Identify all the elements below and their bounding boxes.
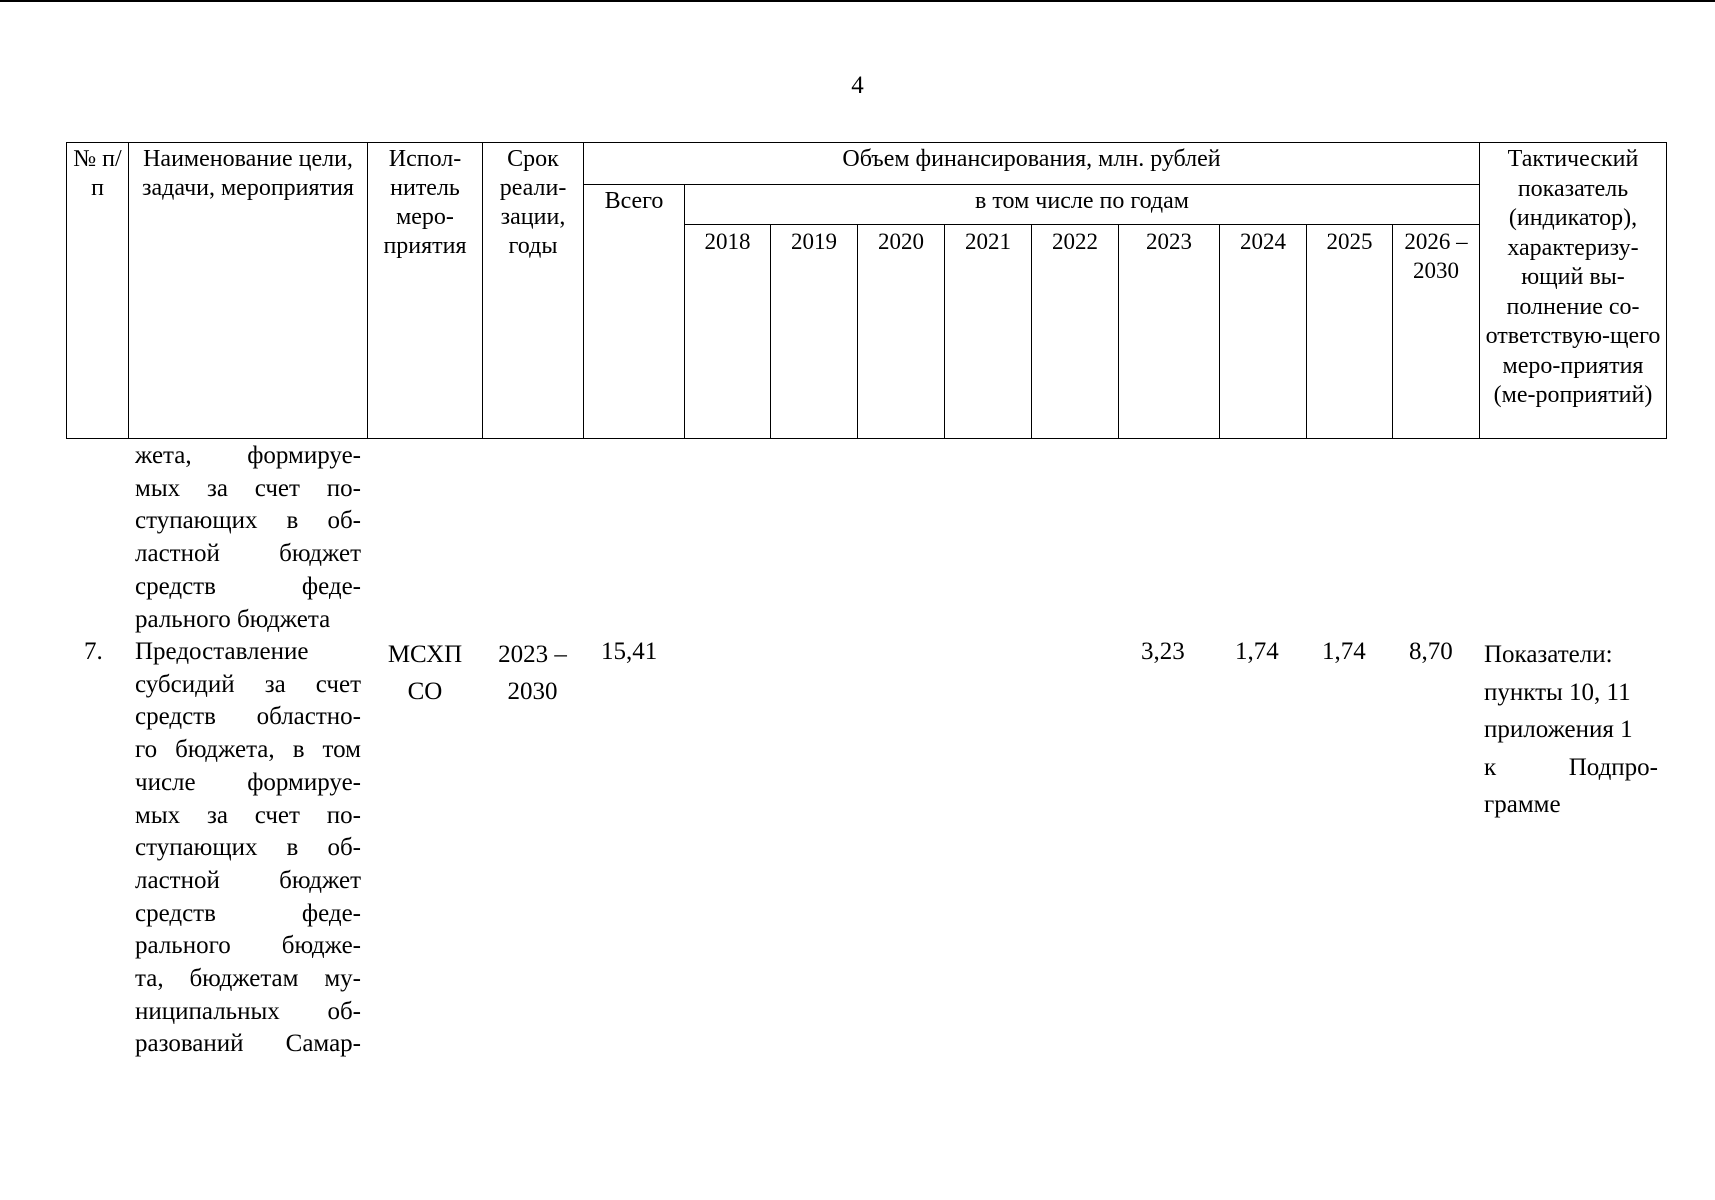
text-line: мых за счет по- [135, 801, 361, 829]
text-line: средств феде- [135, 572, 361, 600]
text-line: средств феде- [135, 899, 361, 927]
text-line: рального бюджета [135, 605, 331, 633]
header-year-2022: 2022 [1032, 225, 1119, 439]
row-value-2024: 1,74 [1235, 638, 1279, 665]
row-name [135, 636, 361, 1061]
row-term [482, 636, 583, 710]
header-executor: Испол-нитель меро-приятия [368, 143, 483, 439]
header-year-2024: 2024 [1220, 225, 1307, 439]
header-year-2026-2030: 2026 – 2030 [1393, 225, 1480, 439]
text-line: грамме [1484, 791, 1561, 818]
text-line: жета, формируе- [135, 442, 361, 469]
previous-row-name-continuation [135, 440, 361, 636]
text-line: к Подпро- [1484, 753, 1658, 781]
text-line: ниципальных об- [135, 997, 361, 1025]
header-indicator: Тактический показатель (индикатор), характеризу-ющий вы-полнение со-ответствую-щего меро-приятия (ме-роприятий) [1480, 143, 1667, 439]
text-line: числе формируе- [135, 768, 361, 796]
text-line: МСХП [387, 641, 463, 668]
header-year-2019: 2019 [771, 225, 858, 439]
header-year-2020: 2020 [858, 225, 945, 439]
text-line: Показатели: [1484, 641, 1613, 668]
table-header [66, 142, 1667, 439]
text-line: средств областно- [135, 703, 361, 731]
header-term: Срок реали-зации, годы [483, 143, 584, 439]
row-number: 7. [84, 638, 103, 665]
top-border-line [0, 0, 1715, 2]
text-line: субсидий за счет [135, 670, 361, 698]
text-line: ластной бюджет [135, 540, 361, 568]
row-executor [370, 636, 480, 710]
text-line: разований Самар- [135, 1030, 361, 1058]
header-year-2023: 2023 [1119, 225, 1220, 439]
header-year-2018: 2018 [685, 225, 771, 439]
row-value-2025: 1,74 [1322, 638, 1366, 665]
text-line: пункты 10, 11 [1484, 678, 1631, 706]
text-line: ступающих в об- [135, 507, 361, 535]
header-num: № п/п [67, 143, 129, 439]
text-line: СО [407, 678, 443, 705]
row-value-2023: 3,23 [1141, 638, 1185, 665]
row-indicator [1484, 636, 1658, 824]
text-line: приложения 1 [1484, 716, 1633, 743]
header-by-years: в том числе по годам [685, 185, 1480, 225]
text-line: го бюджета, в том [135, 736, 361, 764]
page-number: 4 [851, 72, 864, 99]
row-value-2026-2030: 8,70 [1409, 638, 1453, 665]
text-line: ступающих в об- [135, 834, 361, 862]
header-year-2021: 2021 [945, 225, 1032, 439]
text-line: Предоставление [135, 638, 309, 665]
text-line: 2030 [507, 678, 558, 705]
text-line: 2023 – [498, 641, 567, 668]
header-name: Наименование цели, задачи, мероприятия [129, 143, 368, 439]
text-line: ластной бюджет [135, 866, 361, 894]
header-funding: Объем финансирования, млн. рублей [584, 143, 1480, 185]
text-line: рального бюдже- [135, 932, 361, 960]
row-total: 15,41 [601, 638, 658, 665]
header-year-2025: 2025 [1307, 225, 1393, 439]
text-line: мых за счет по- [135, 474, 361, 502]
table-body [0, 440, 1715, 1080]
text-line: та, бюджетам му- [135, 965, 361, 993]
header-total: Всего [584, 185, 685, 439]
